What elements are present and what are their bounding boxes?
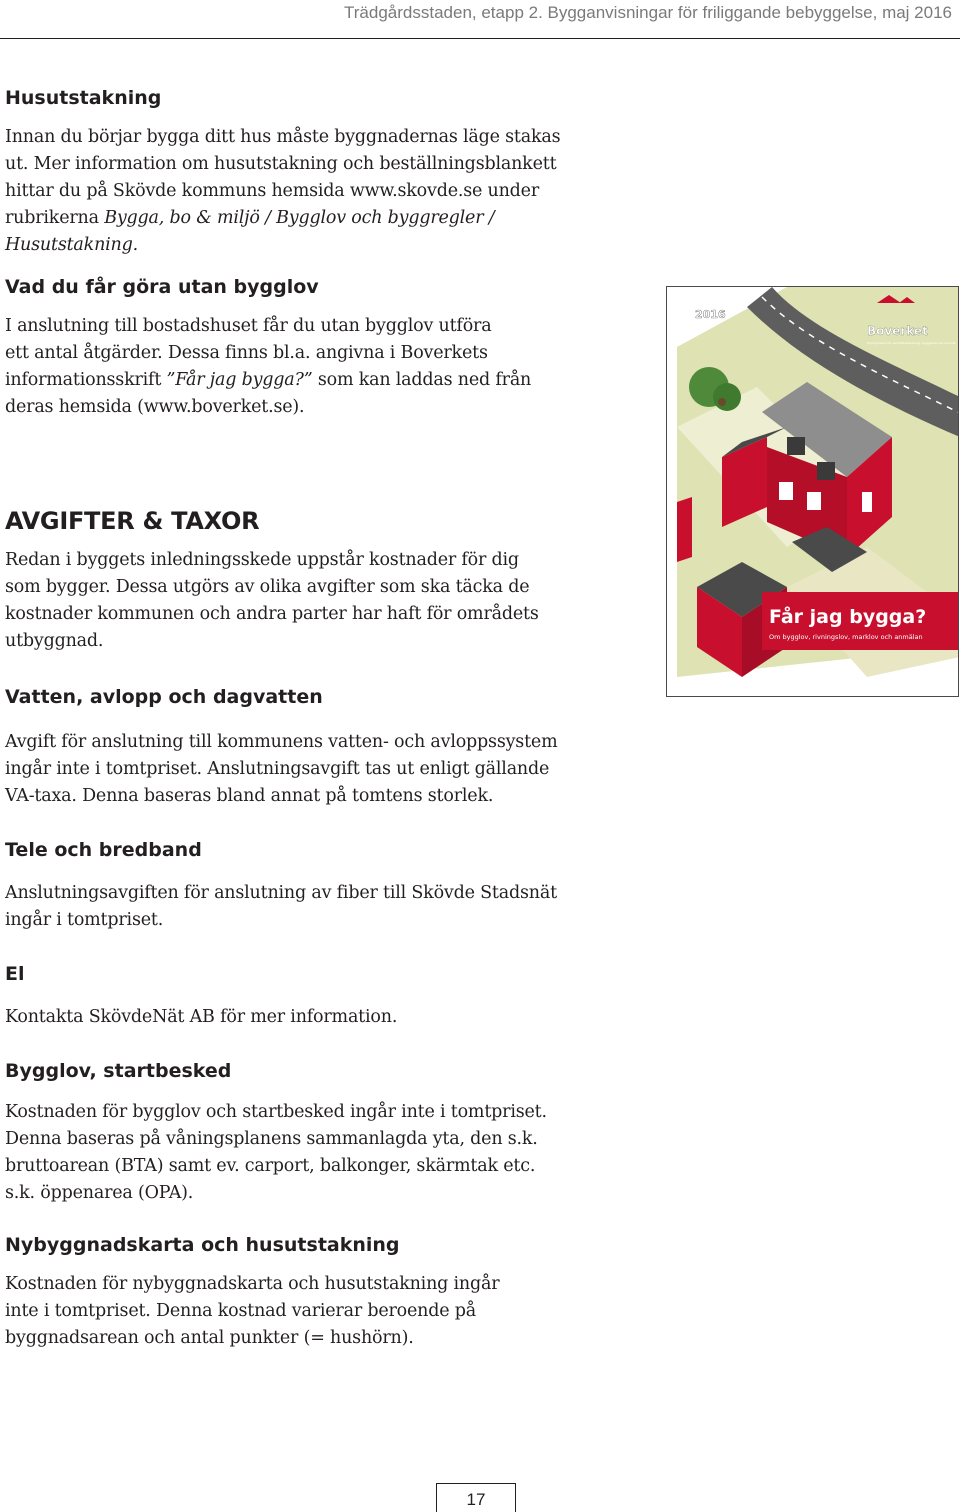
section-nybyggnadskarta [5,1231,630,1352]
text-line: Anslutningsavgiften för anslutning av fiber till Skövde Stadsnät [5,883,557,903]
text-line: Denna baseras på våningsplanens sammanlagda yta, den s.k. [5,1129,538,1149]
cover-publisher: Boverket [867,324,928,338]
text-line: Avgift för anslutning till kommunens vatten- och avloppssystem [5,732,558,752]
text-line: ett antal åtgärder. Dessa finns bl.a. angivna i Boverkets [5,343,488,363]
text-line: byggnadsarean och antal punkter (= hushörn). [5,1328,414,1348]
text-line: rubrikerna [5,208,105,228]
section-heading: Bygglov, startbesked [5,1060,232,1082]
brochure-cover-image [666,286,959,697]
text-line: kostnader kommunen och andra parter har haft för områdets [5,604,539,624]
paragraph [5,729,630,810]
section-heading: Husutstakning [5,87,162,109]
section-utan-bygglov [5,273,630,421]
page-number: 17 [466,1490,486,1509]
text-line: VA-taxa. Denna baseras bland annat på tomtens storlek. [5,786,494,806]
text-line: deras hemsida (www.boverket.se). [5,397,305,417]
cover-title: Får jag bygga? [769,606,927,628]
cover-year: 2016 [695,308,726,321]
text-italic: ”Får jag bygga?” [166,370,313,390]
text-line: inte i tomtpriset. Denna kostnad varierar beroende på [5,1301,476,1321]
paragraph [5,1271,630,1352]
paragraph [5,124,630,259]
text-line: I anslutning till bostadshuset får du utan bygglov utföra [5,316,492,336]
section-heading: Tele och bredband [5,839,202,861]
text-line: s.k. öppenarea (OPA). [5,1183,194,1203]
section-bygglov [5,1057,630,1207]
section-heading: Nybyggnadskarta och husutstakning [5,1234,400,1256]
text-line: som bygger. Dessa utgörs av olika avgifter som ska täcka de [5,577,530,597]
text-line: hittar du på Skövde kommuns hemsida www.skovde.se under [5,181,539,201]
text-line: informationsskrift [5,370,167,390]
section-vatten [5,683,630,810]
text-line: bruttoarean (BTA) samt ev. carport, balkonger, skärmtak etc. [5,1156,536,1176]
text-italic: Husutstakning. [5,235,138,255]
text-line: Redan i byggets inledningsskede uppstår kostnader för dig [5,550,519,570]
text-line: Kontakta SkövdeNät AB för mer information. [5,1007,398,1027]
text-line: ingår inte i tomtpriset. Anslutningsavgift tas ut enligt gällande [5,759,550,779]
paragraph [5,880,630,934]
paragraph [5,547,630,655]
text-line: Kostnaden för nybyggnadskarta och husutstakning ingår [5,1274,500,1294]
section-heading: Vatten, avlopp och dagvatten [5,686,323,708]
text-line: som kan laddas ned från [312,370,532,390]
text-line: utbyggnad. [5,631,104,651]
section-tele [5,836,630,934]
text-line: Kostnaden för bygglov och startbesked ingår inte i tomtpriset. [5,1102,547,1122]
section-heading: El [5,963,25,985]
text-line: Innan du börjar bygga ditt hus måste byggnadernas läge stakas [5,127,561,147]
cover-publisher-tagline: Myndigheten för samhällsplanering, byggande och boende [867,341,956,345]
paragraph [5,1099,630,1207]
cover-subtitle: Om bygglov, rivningslov, marklov och anmälan [769,633,923,641]
section-avgifter [5,505,630,655]
text-italic: Bygga, bo & miljö / Bygglov och byggregler / [104,208,495,228]
section-husutstakning [5,84,630,259]
section-heading: Vad du får göra utan bygglov [5,276,319,298]
paragraph [5,313,630,421]
header-divider [0,38,960,39]
main-content [5,84,630,1370]
running-header: Trädgårdsstaden, etapp 2. Bygganvisningar för friliggande bebyggelse, maj 2016 [344,3,952,22]
section-el [5,960,630,1031]
main-heading: AVGIFTER & TAXOR [5,507,260,535]
paragraph [5,1004,630,1031]
page-number-tab [436,1483,516,1512]
text-line: ingår i tomtpriset. [5,910,164,930]
cover-illustration [667,287,959,697]
text-line: ut. Mer information om husutstakning och beställningsblankett [5,154,557,174]
